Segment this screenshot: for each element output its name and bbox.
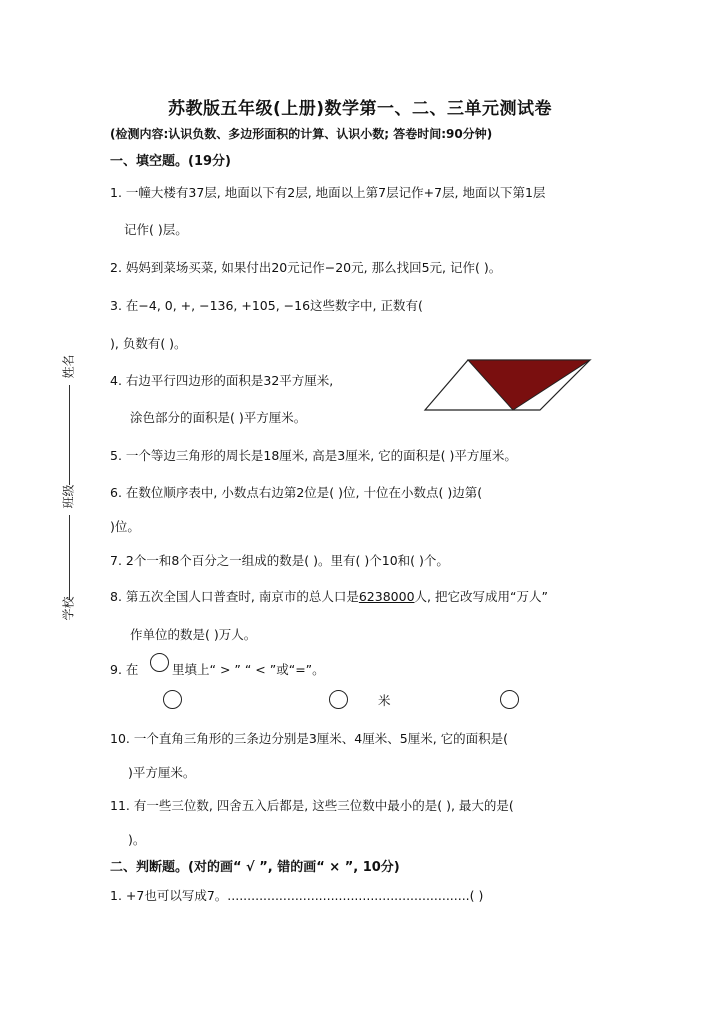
page-title: 苏教版五年级(上册)数学第一、二、三单元测试卷: [167, 99, 553, 119]
question-3-line1: 3. 在−4, 0, +, −136, +105, −16这些数字中, 正数有(: [110, 298, 423, 313]
question-6-line1: 6. 在数位顺序表中, 小数点右边第2位是( )位, 十位在小数点( )边第(: [110, 485, 483, 500]
question-7: 7. 2个一和8个百分之一组成的数是( )。里有( )个10和( )个。: [110, 553, 449, 568]
question-5: 5. 一个等边三角形的周长是18厘米, 高是3厘米, 它的面积是( )平方厘米。: [110, 448, 517, 463]
question-11-line1: 11. 有一些三位数, 四舍五入后都是, 这些三位数中最小的是( ), 最大的是(: [110, 798, 514, 813]
question-8-line2: 作单位的数是( )万人。: [130, 627, 257, 642]
question-9-text-post: 里填上“ > ” “ < ”或“=”。: [172, 662, 325, 677]
parallelogram-figure: [420, 355, 595, 417]
question-10-line1: 10. 一个直角三角形的三条边分别是3厘米、4厘米、5厘米, 它的面积是(: [110, 731, 509, 746]
question-10-line2: )平方厘米。: [128, 765, 196, 780]
question-1-line2: 记作( )层。: [124, 222, 188, 237]
question-11-line2: )。: [128, 832, 146, 847]
question-6-line2: )位。: [110, 519, 140, 534]
side-name-label: 姓名: [61, 354, 76, 379]
side-class-label: 班级: [61, 484, 76, 509]
section1-heading: 一、填空题。(19分): [110, 154, 231, 169]
question-4-line2: 涂色部分的面积是( )平方厘米。: [130, 410, 307, 425]
question-8-text-post: 人, 把它改写成用“万人”: [414, 589, 548, 604]
question-9-text-pre: 9. 在: [110, 662, 139, 677]
compare-circle-1[interactable]: [163, 690, 182, 709]
question-8-population: 6238000: [358, 589, 415, 604]
question-9-unit: 米: [378, 693, 391, 708]
question-2: 2. 妈妈到菜场买菜, 如果付出20元记作−20元, 那么找回5元, 记作( )。: [110, 260, 502, 275]
side-name-line: [69, 385, 70, 485]
compare-circle-2[interactable]: [329, 690, 348, 709]
judge-question-1: 1. +7也可以写成7。.............................................................( ): [110, 888, 484, 903]
side-class-line: [69, 515, 70, 600]
question-3-line2: ), 负数有( )。: [110, 336, 187, 351]
question-8-text-pre: 8. 第五次全国人口普查时, 南京市的总人口是: [110, 589, 359, 604]
question-1-line1: 1. 一幢大楼有37层, 地面以下有2层, 地面以上第7层记作+7层, 地面以下第1层: [110, 185, 546, 200]
section2-heading: 二、判断题。(对的画“ √ ”, 错的画“ × ”, 10分): [110, 860, 400, 875]
question-9-line: [110, 660, 138, 678]
side-school-label: 学校: [61, 596, 76, 621]
question-4-line1: 4. 右边平行四边形的面积是32平方厘米,: [110, 373, 334, 388]
compare-circle-icon: [150, 653, 169, 672]
compare-circle-3[interactable]: [500, 690, 519, 709]
page-subtitle: (检测内容:认识负数、多边形面积的计算、认识小数; 答卷时间:90分钟): [110, 127, 493, 141]
question-8-line1: [110, 587, 548, 605]
